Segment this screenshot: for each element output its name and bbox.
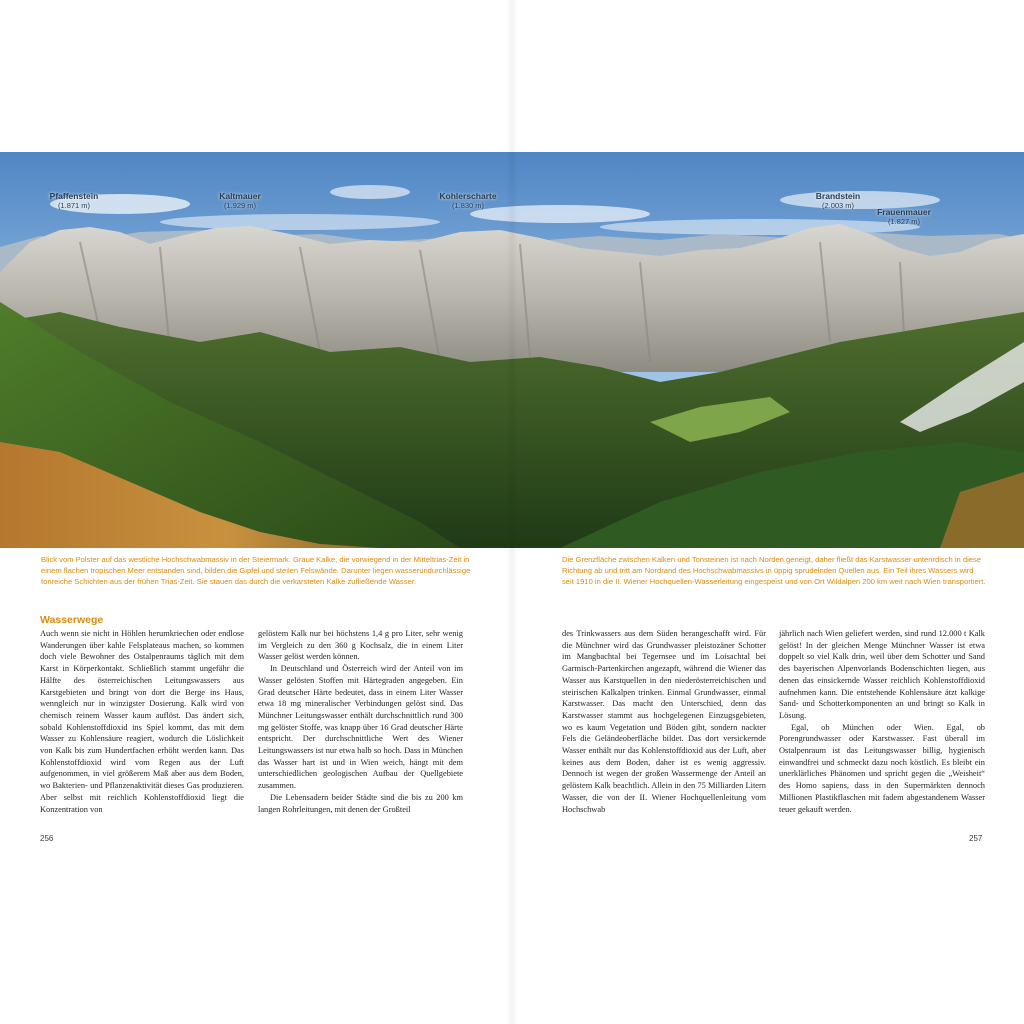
paragraph: Auch wenn sie nicht in Höhlen herumkriechen oder endlose Wanderungen über kahle Felsplateaus machen, so kommen doch viele Bewohner des Ostalpenraums täglich mit dem Karst in Körperkontakt. Schließlich stammt ungefähr die Hälfte des österreichischen Leitungswassers aus Karstgebieten und bringt von dort die Berge ins Haus, wenngleich nur in winzigster Dosierung. Kalk wird von chemisch reinem Wasser kaum auflöst. Das ändert sich, sobald Kohlenstoffdioxid ins Spiel kommt, das mit dem Wasser zu Kohlensäure reagiert, wodurch die Löslichkeit von Kalk bis zum Hundertfachen erhöht werden kann. Das Kohlenstoffdioxid wird vom Regen aus der Luft aufgenommen, in viel größerem Maß aber aus dem Boden, wo Bakterien- und Pflanzenaktivität dieses Gas produzieren. Aber selbst mit reichlich Kohlenstoffdioxid liegt die Konzentration von bbox=[40, 629, 244, 814]
photo-caption-left: Blick vom Polster auf das westliche Hochschwabmassiv in der Steiermark. Graue Kalke, die vorwiegend in der Mitteltrias-Zeit in einem flachen tropischen Meer entstanden sind, bilden die Gipfel und steilen Felswände. Darunter liegen wasserundurchlässige tonreiche Schichten aus der frühen Trias-Zeit. Sie stauen das durch die verkarsteten Kalke zufließende Wasser. bbox=[41, 555, 471, 586]
peak-altitude: (1.827 m) bbox=[887, 216, 921, 226]
peak-label-frauenmauer bbox=[844, 208, 964, 226]
peak-label-kaltmauer bbox=[180, 192, 300, 210]
peak-altitude: (2.003 m) bbox=[821, 200, 855, 210]
text-column-4 bbox=[779, 628, 985, 815]
peak-name: Kaltmauer bbox=[219, 191, 261, 201]
peak-name: Kohlerscharte bbox=[439, 191, 497, 201]
text-column-2 bbox=[258, 628, 463, 815]
peak-altitude: (1.830 m) bbox=[451, 200, 485, 210]
paragraph: Egal, ob München oder Wien. Egal, ob Porengrundwasser oder Karstwasser. Fast überall im Ostalpenraum ist das Leitungswasser billig, hygienisch einwandfrei und schmeckt dazu noch köstlich. Es bleibt ein unerklärliches Phänomen und spricht gegen die „Weisheit“ des Homo sapiens, dass in den Supermärkten dennoch Millionen Plastikflaschen mit fadem abgestandenem Wasser teuer gekauft werden. bbox=[779, 722, 985, 814]
paragraph: gelöstem Kalk nur bei höchstens 1,4 g pro Liter, sehr wenig im Vergleich zu den 360 g Kochsalz, die in einem Liter Wasser gelöst werden können. bbox=[258, 629, 463, 662]
peak-label-pfaffenstein bbox=[14, 192, 134, 210]
text-column-3 bbox=[562, 628, 766, 815]
mountain-panorama-photo bbox=[0, 152, 1024, 548]
paragraph: des Trinkwassers aus dem Süden herangeschafft wird. Für die Münchner wird das Grundwasser pleistozäner Schotter im Mangbachtal bei Tegernsee und im Loisachtal bei Garmisch-Partenkirchen angezapft, während die Wiener das Wasser aus Karstquellen in den niederösterreichischen und steirischen Kalkalpen trinken. Einmal Grundwasser, einmal Karstwasser. Das macht den Unterschied, denn das Karstwasser stammt aus hochgelegenen Einzugsgebieten, wo es kaum Vegetation und Böden gibt, sondern nackter Fels die Geländeoberfläche bildet. Das dort versickernde Wasser enthält nur das Kohlenstoffdioxid aus der Luft, aber keines aus dem Boden, daher ist es wenig aggressiv. Dennoch ist wegen der großen Wassermenge der Anteil an gelöstem Kalk beachtlich. Allein in den 75 Milliarden Litern Wasser, die von der II. Wiener Hochquellenleitung vom Hochschwab bbox=[562, 629, 766, 814]
paragraph: In Deutschland und Österreich wird der Anteil von im Wasser gelösten Stoffen mit Härtegraden angegeben. Ein Grad deutscher Härte bedeutet, dass in einem Liter Wasser etwa 18 mg mineralischer Verbindungen gelöst sind. Das Münchner Leitungswasser enthält durchschnittlich rund 300 mg gelöster Stoffe, was knapp über 16 Grad deutscher Härte entspricht. Der durchschnittliche Wert des Wiener Leitungswassers ist nur etwa halb so hoch. Dass in München das Wasser hart ist und in Wien weich, hängt mit dem unterschiedlichen geologischen Aufbau der Quellgebiete zusammen. bbox=[258, 664, 463, 791]
page-number-right: 257 bbox=[969, 834, 983, 843]
peak-altitude: (1.871 m) bbox=[57, 200, 91, 210]
section-title: Wasserwege bbox=[40, 614, 104, 626]
paragraph: jährlich nach Wien geliefert werden, sind rund 12.000 t Kalk gelöst! In der gleichen Menge Münchner Wasser ist etwa doppelt so viel Kalk drin, weil über dem Schotter und Sand des bayerischen Alpenvorlands Bodenschichten liegen, aus denen das einsickernde Wasser reichlich Kohlenstoffdioxid aufnehmen kann. Die entstehende Kohlensäure ätzt kalkige Sand- und Schotterkomponenten an und bringt so Kalk in Lösung. bbox=[779, 629, 985, 720]
paragraph: Die Lebensadern beider Städte sind die bis zu 200 km langen Rohrleitungen, mit denen der Großteil bbox=[258, 792, 463, 814]
page-number-left: 256 bbox=[40, 834, 54, 843]
peak-altitude: (1.929 m) bbox=[223, 200, 257, 210]
photo-caption-right: Die Grenzfläche zwischen Kalken und Tonsteinen ist nach Norden geneigt, daher fließt das Karstwasser unterirdisch in diese Richtung ab und tritt am Nordrand des Hochschwabmassivs in üppig sprudelnden Quellen aus. Ein Teil ihres Wassers wird seit 1910 in die II. Wiener Hochquellen-Wasserleitung eingespeist und von Ort Wildalpen 200 km weit nach Wien transportiert. bbox=[562, 555, 986, 586]
text-column-1 bbox=[40, 628, 244, 815]
peak-label-kohlerscharte bbox=[408, 192, 528, 210]
peak-name: Pfaffenstein bbox=[49, 191, 99, 201]
peak-name: Brandstein bbox=[815, 191, 861, 201]
peak-name: Frauenmauer bbox=[877, 207, 931, 217]
